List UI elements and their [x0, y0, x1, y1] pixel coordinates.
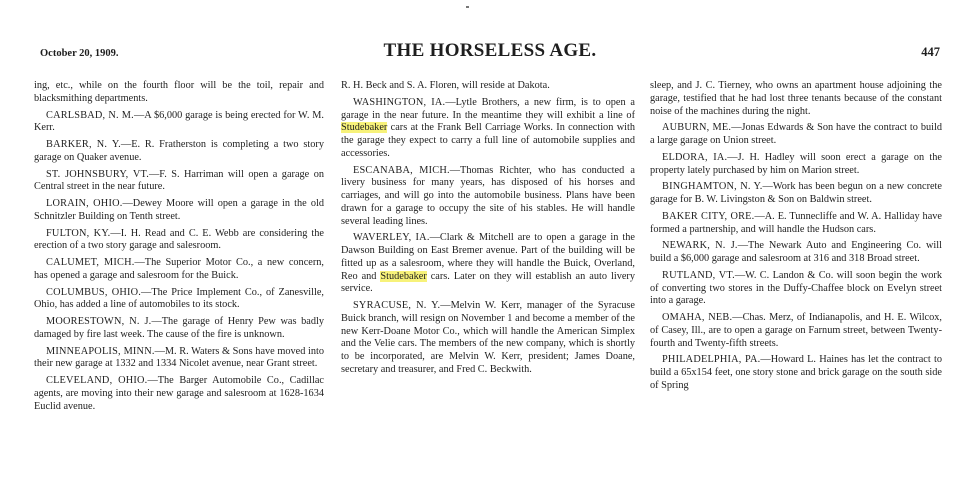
item-text: —W. C. Landon & Co. will soon begin the work of converting two stores in the Duffy-Chaffee block on Evelyn street into a garage. — [650, 269, 942, 307]
news-item — [650, 240, 942, 266]
item-text: R. H. Beck and S. A. Floren, will reside at Dakota. — [341, 80, 550, 91]
item-text: sleep, and J. C. Tierney, who owns an apartment house adjoining the garage, testified that he had lost three tenants because of the constant noise of the machines during the night. — [650, 80, 942, 117]
item-text: —Dewey Moore will open a garage in the old Schnitzler Building on Tenth street. — [34, 198, 324, 222]
news-item — [34, 110, 324, 136]
news-item — [650, 122, 942, 148]
column-2 — [341, 80, 635, 490]
place-name: CLEVELAND, OHIO. — [46, 375, 148, 386]
news-item — [34, 257, 324, 283]
news-item — [341, 97, 635, 161]
item-text: —The Newark Auto and Engineering Co. will build a $6,000 garage and salesroom at 316 and 318 Broad street. — [650, 240, 942, 264]
news-item — [34, 228, 324, 254]
news-item — [650, 181, 942, 207]
item-text: —Melvin W. Kerr, manager of the Syracuse Buick branch, will resign on November 1 and become a member of the new Kerr-Doane Motor Co., which will handle the American Simplex and the Velie cars. The members of the new company, which is shortly to be incorporated, are Melvin W. Kerr, president; James Doane, secretary and treasurer, and Fred C. Beckwith. — [341, 300, 635, 375]
item-text: —E. R. Fratherston is completing a two story garage on Quaker avenue. — [34, 139, 324, 163]
item-text: —Thomas Richter, who has conducted a livery business for many years, has disposed of his horses and carriages, and will go into the automobile business. Plans have been drawn for a garage to occupy the site of his stables. He will handle several leading lines. — [341, 164, 635, 227]
continued-paragraph — [34, 80, 324, 106]
place-name: FULTON, KY. — [46, 227, 111, 239]
scan-speck — [466, 6, 469, 8]
item-text: —Howard L. Haines has let the contract to build a 65x154 feet, one story stone and brick garage on the south side of Spring — [650, 354, 942, 391]
place-name: WASHINGTON, IA. — [353, 96, 446, 108]
item-text: —Lytle Brothers, a new firm, is to open a garage in the near future. In the meantime they will exhibit a line of Studebaker cars at the Frank Bell Carriage Works. In connection with the garage they expect to carry a full line of automobile supplies and accessories. — [341, 96, 635, 159]
place-name: PHILADELPHIA, PA. — [662, 354, 761, 366]
news-item — [650, 270, 942, 308]
item-text: —A $6,000 garage is being erected for W. M. Kerr. — [34, 109, 324, 134]
news-item — [34, 375, 324, 413]
publication-title: THE HORSELESS AGE. — [383, 40, 597, 61]
place-name: MINNEAPOLIS, MINN. — [46, 345, 155, 357]
place-name: COLUMBUS, OHIO. — [46, 286, 142, 298]
place-name: WAVERLEY, IA. — [353, 232, 430, 244]
news-item — [34, 198, 324, 224]
place-name: BINGHAMTON, N. Y. — [662, 181, 763, 193]
place-name: AUBURN, ME. — [662, 122, 732, 134]
item-text: —I. H. Read and C. E. Webb are considering the erection of a two story garage and salesroom. — [34, 227, 324, 252]
item-text: —M. R. Waters & Sons have moved into their new garage at 1332 and 1334 Nicolet avenue, near Grant street. — [34, 345, 324, 370]
news-item — [34, 346, 324, 372]
news-item — [341, 300, 635, 377]
news-item — [650, 152, 942, 178]
item-text: —The Barger Automobile Co., Cadillac agents, are moving into their new garage and salesroom at 1628-1634 Euclid avenue. — [34, 375, 324, 412]
place-name: OMAHA, NEB. — [662, 312, 733, 323]
page-header — [40, 40, 940, 64]
item-text: —The Price Implement Co., of Zanesville, Ohio, has added a line of automobiles to its stock. — [34, 286, 324, 311]
issue-date: October 20, 1909. — [40, 48, 119, 59]
place-name: MOORESTOWN, N. J. — [46, 316, 152, 327]
item-text: —The Superior Motor Co., a new concern, has opened a garage and salesroom for the Buick. — [34, 257, 324, 281]
place-name: NEWARK, N. J. — [662, 240, 738, 252]
news-item — [341, 165, 635, 229]
news-item — [650, 312, 942, 350]
place-name: SYRACUSE, N. Y. — [353, 300, 441, 311]
item-text: —F. S. Harriman will open a garage on Central street in the near future. — [34, 168, 324, 193]
item-text: ing, etc., while on the fourth floor will be the toil, repair and blacksmithing departments. — [34, 80, 324, 104]
column-3 — [650, 80, 942, 490]
news-item — [34, 169, 324, 195]
news-item — [34, 287, 324, 313]
page-number: 447 — [921, 45, 940, 59]
place-name: ST. JOHNSBURY, VT. — [46, 168, 149, 180]
news-item — [650, 211, 942, 237]
news-item — [34, 139, 324, 165]
item-text: —Chas. Merz, of Indianapolis, and H. E. Wilcox, of Casey, Ill., are to open a garage on Farnum street, between Twenty-fourth and Twenty-fifth streets. — [650, 312, 942, 349]
item-text: —The garage of Henry Pew was badly damaged by fire last week. The cause of the fire is unknown. — [34, 316, 324, 340]
column-1 — [34, 80, 324, 490]
item-text: —Jonas Edwards & Son have the contract to build a large garage on Union street. — [650, 122, 942, 146]
place-name: LORAIN, OHIO. — [46, 198, 123, 209]
place-name: ESCANABA, MICH. — [353, 164, 450, 176]
news-item — [34, 316, 324, 342]
place-name: ELDORA, IA. — [662, 151, 728, 163]
place-name: CARLSBAD, N. M. — [46, 109, 134, 121]
place-name: BARKER, N. Y. — [46, 139, 121, 150]
search-highlight: Studebaker — [380, 270, 427, 282]
place-name: BAKER CITY, ORE. — [662, 210, 755, 222]
item-text: —Work has been begun on a new concrete garage for B. W. Livingston & Son on Baldwin street. — [650, 181, 942, 205]
news-item — [650, 354, 942, 392]
item-text: —J. H. Hadley will soon erect a garage on the property lately purchased by him on Marion street. — [650, 151, 942, 176]
continued-paragraph — [650, 80, 942, 118]
news-item — [341, 232, 635, 296]
place-name: RUTLAND, VT. — [662, 269, 735, 281]
continued-paragraph — [341, 80, 635, 93]
search-highlight: Studebaker — [341, 122, 388, 134]
place-name: CALUMET, MICH. — [46, 257, 135, 268]
item-text: —A. E. Tunnecliffe and W. A. Halliday have formed a partnership, and will handle the Hudson cars. — [650, 210, 942, 235]
item-text: —Clark & Mitchell are to open a garage in the Dawson Building on East Bremer avenue. Part of the building will be fitted up as a salesroom, where they will handle the Buick, Overland, Reo and Studebaker cars. Later on they will establish an auto livery service. — [341, 232, 635, 295]
